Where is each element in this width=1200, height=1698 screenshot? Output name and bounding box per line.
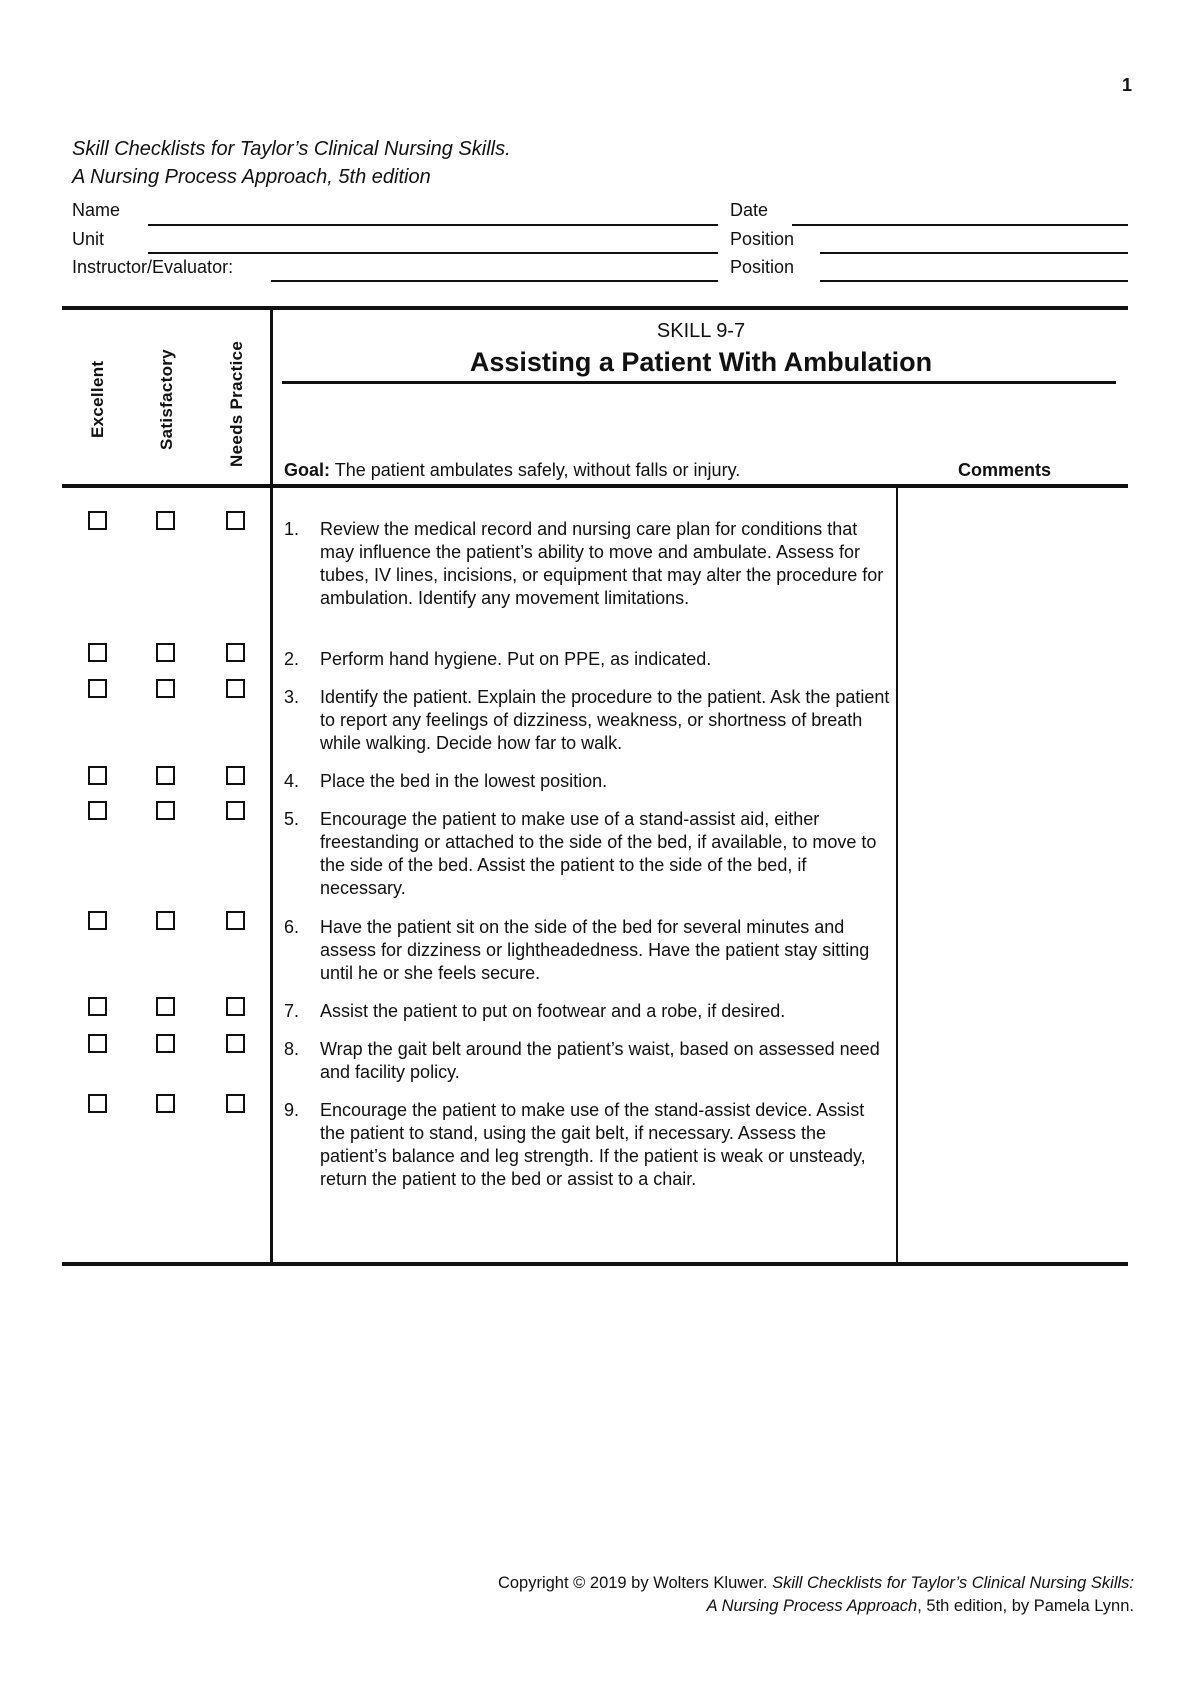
step-text-block bbox=[284, 1000, 894, 1023]
satisfactory-checkbox[interactable] bbox=[156, 643, 175, 662]
step-number: 8. bbox=[284, 1039, 300, 1059]
excellent-checkbox[interactable] bbox=[88, 511, 107, 530]
date-label: Date bbox=[730, 200, 769, 220]
footer-book-title-b: A Nursing Process Approach bbox=[706, 1597, 918, 1615]
position-field-1[interactable] bbox=[820, 252, 1128, 254]
excellent-checkbox[interactable] bbox=[88, 643, 107, 662]
step-number: 5. bbox=[284, 809, 300, 829]
header-bottom-border bbox=[62, 484, 1128, 488]
excellent-checkbox[interactable] bbox=[88, 801, 107, 820]
satisfactory-checkbox[interactable] bbox=[156, 1034, 175, 1053]
needs-practice-checkbox[interactable] bbox=[226, 1094, 245, 1113]
satisfactory-checkbox[interactable] bbox=[156, 679, 175, 698]
position-field-2[interactable] bbox=[820, 280, 1128, 282]
step-number: 2. bbox=[284, 649, 300, 669]
table-top-border bbox=[62, 306, 1128, 310]
satisfactory-header: Satisfactory bbox=[157, 349, 176, 450]
needs-practice-header: Needs Practice bbox=[227, 340, 246, 467]
instructor-field[interactable] bbox=[271, 280, 718, 282]
needs-practice-checkbox[interactable] bbox=[226, 1034, 245, 1053]
excellent-checkbox[interactable] bbox=[88, 766, 107, 785]
step-number: 3. bbox=[284, 687, 300, 707]
needs-practice-checkbox[interactable] bbox=[226, 801, 245, 820]
step-number: 9. bbox=[284, 1100, 300, 1120]
satisfactory-checkbox[interactable] bbox=[156, 511, 175, 530]
rating-column-divider bbox=[270, 306, 273, 1264]
needs-practice-checkbox[interactable] bbox=[226, 511, 245, 530]
step-text: Encourage the patient to make use of a stand-assist aid, either freestanding or attached to the side of the bed, if available, to move to the side of the bed. Assist the patient to the side of the bed, if necessary. bbox=[320, 809, 877, 898]
step-text-block bbox=[284, 1038, 894, 1084]
step-text: Have the patient sit on the side of the bed for several minutes and assess for dizziness or lightheadedness. Have the patient stay sitting until he or she feels secure. bbox=[320, 917, 870, 983]
step-text-block bbox=[284, 770, 894, 793]
page-number: 1 bbox=[1121, 75, 1132, 95]
needs-practice-checkbox[interactable] bbox=[226, 766, 245, 785]
step-number: 6. bbox=[284, 917, 300, 937]
excellent-checkbox[interactable] bbox=[88, 679, 107, 698]
goal-text: The patient ambulates safely, without falls or injury. bbox=[334, 460, 741, 480]
step-text: Perform hand hygiene. Put on PPE, as indicated. bbox=[320, 649, 712, 669]
satisfactory-checkbox[interactable] bbox=[156, 997, 175, 1016]
name-label: Name bbox=[72, 200, 121, 220]
unit-field[interactable] bbox=[148, 252, 718, 254]
instructor-label: Instructor/Evaluator: bbox=[72, 257, 234, 277]
satisfactory-checkbox[interactable] bbox=[156, 766, 175, 785]
footer-edition-author: , 5th edition, by Pamela Lynn. bbox=[917, 1597, 1134, 1615]
table-bottom-border bbox=[62, 1262, 1128, 1266]
step-text-block bbox=[284, 1099, 894, 1191]
step-text: Assist the patient to put on footwear and a robe, if desired. bbox=[320, 1001, 786, 1021]
unit-label: Unit bbox=[72, 229, 105, 249]
goal-label: Goal: bbox=[284, 460, 331, 480]
step-number: 1. bbox=[284, 519, 300, 539]
satisfactory-checkbox[interactable] bbox=[156, 801, 175, 820]
book-title bbox=[72, 135, 511, 191]
step-text-block bbox=[284, 916, 894, 985]
step-text-block bbox=[284, 518, 894, 610]
position-label-1: Position bbox=[730, 229, 795, 249]
step-text-block bbox=[284, 648, 894, 671]
position-label-2: Position bbox=[730, 257, 795, 277]
footer-book-title-a: Skill Checklists for Taylor’s Clinical Nursing Skills: bbox=[772, 1574, 1134, 1592]
step-number: 7. bbox=[284, 1001, 300, 1021]
step-text-block bbox=[284, 686, 894, 755]
copyright-footer bbox=[498, 1572, 1134, 1618]
goal bbox=[284, 460, 740, 481]
copyright-prefix: Copyright © 2019 by Wolters Kluwer. bbox=[497, 1574, 768, 1592]
needs-practice-checkbox[interactable] bbox=[226, 911, 245, 930]
step-number: 4. bbox=[284, 771, 300, 791]
satisfactory-checkbox[interactable] bbox=[156, 911, 175, 930]
book-title-line-1: Skill Checklists for Taylor’s Clinical Nursing Skills. bbox=[72, 138, 511, 160]
excellent-checkbox[interactable] bbox=[88, 997, 107, 1016]
book-title-line-2: A Nursing Process Approach, 5th edition bbox=[72, 166, 431, 188]
date-field[interactable] bbox=[792, 224, 1128, 226]
excellent-header: Excellent bbox=[88, 360, 107, 438]
comments-header: Comments bbox=[958, 460, 1052, 480]
satisfactory-checkbox[interactable] bbox=[156, 1094, 175, 1113]
excellent-checkbox[interactable] bbox=[88, 1034, 107, 1053]
name-field[interactable] bbox=[148, 224, 718, 226]
step-text: Encourage the patient to make use of the stand-assist device. Assist the patient to stand, using the gait belt, if necessary. Assess the patient’s balance and leg strength. If the patient is weak or unsteady, return the patient to the bed or assist to a chair. bbox=[320, 1100, 866, 1189]
step-text: Wrap the gait belt around the patient’s waist, based on assessed need and facility policy. bbox=[320, 1039, 880, 1082]
step-text-block bbox=[284, 808, 894, 900]
needs-practice-checkbox[interactable] bbox=[226, 679, 245, 698]
excellent-checkbox[interactable] bbox=[88, 1094, 107, 1113]
step-text: Place the bed in the lowest position. bbox=[320, 771, 608, 791]
skill-title: Assisting a Patient With Ambulation bbox=[469, 347, 933, 377]
title-underline bbox=[282, 381, 1116, 384]
needs-practice-checkbox[interactable] bbox=[226, 643, 245, 662]
step-text: Review the medical record and nursing care plan for conditions that may influence the patient’s ability to move and ambulate. Assess for tubes, IV lines, incisions, or equipment that may alter the procedure for ambulation. Identify any movement limitations. bbox=[320, 519, 884, 608]
step-text: Identify the patient. Explain the procedure to the patient. Ask the patient to report any feelings of dizziness, weakness, or shortness of breath while walking. Decide how far to walk. bbox=[320, 687, 890, 753]
skill-number: SKILL 9-7 bbox=[656, 320, 746, 342]
needs-practice-checkbox[interactable] bbox=[226, 997, 245, 1016]
comments-column-divider bbox=[896, 486, 898, 1262]
excellent-checkbox[interactable] bbox=[88, 911, 107, 930]
